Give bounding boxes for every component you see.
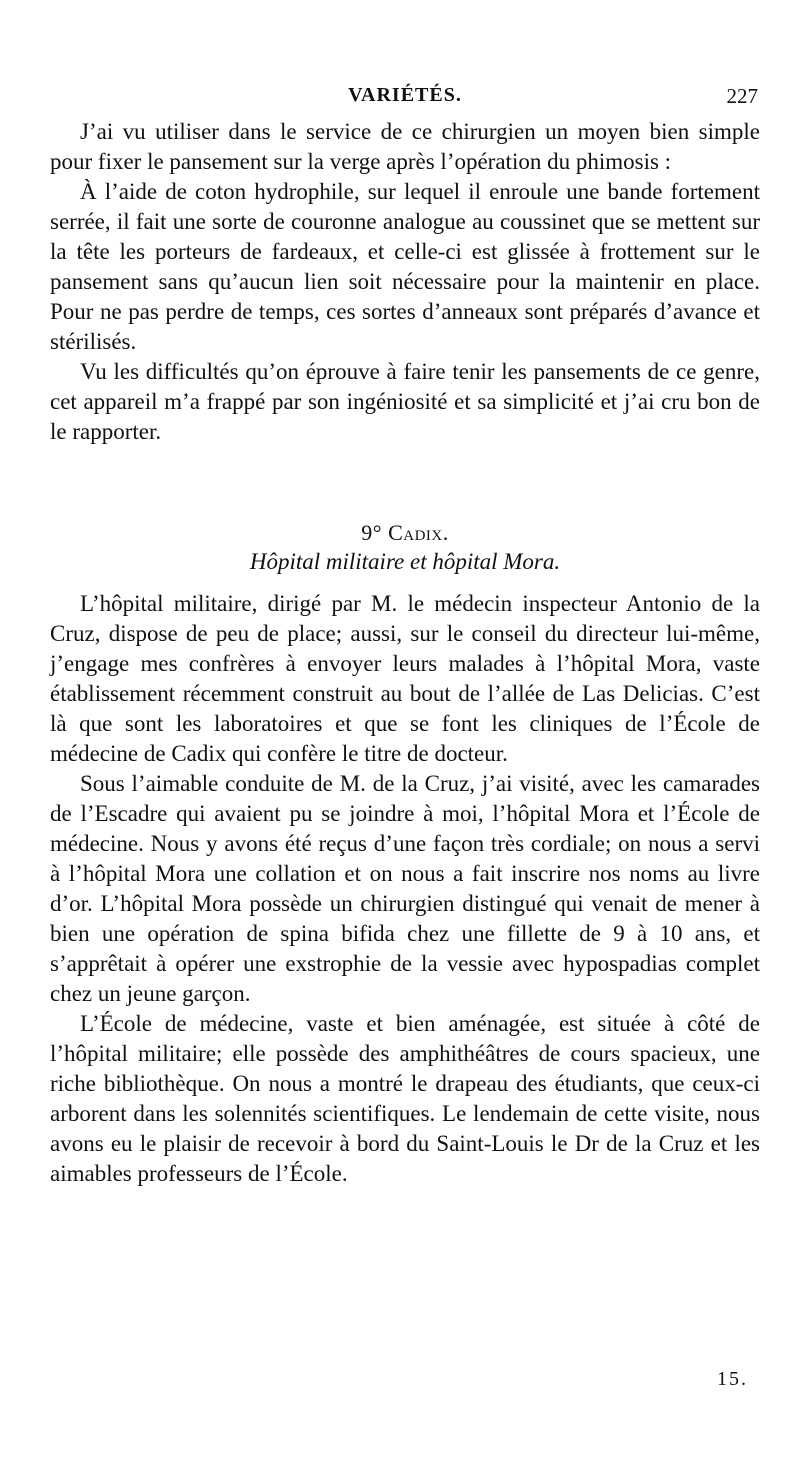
signature-mark: 15. xyxy=(717,1368,748,1390)
paragraph: J’ai vu utiliser dans le service de ce chirurgien un moyen bien simple pour fixer le pansement sur la verge après l’opération du phimosis : xyxy=(50,119,760,174)
paragraph: L’École de médecine, vaste et bien aménagée, est située à côté de l’hôpital militaire; elle possède des amphithéâtres de cours spacieux, une riche bibliothèque. On nous a montré le drapeau des étudiants, que ceux-ci arborent dans les solennités scientifiques. Le lendemain de cette visite, nous avons eu le plaisir de recevoir à bord du Saint-Louis le Dr de la Cruz et les aimables professeurs de l’École. xyxy=(50,1011,760,1186)
running-head: VARIÉTÉS. xyxy=(348,84,462,106)
document-page xyxy=(50,0,760,1467)
paragraph: Vu les difficultés qu’on éprouve à faire tenir les pansements de ce genre, cet appareil m’a frappé par son ingéniosité et sa simplicité et j’ai cru bon de le rapporter. xyxy=(50,359,760,444)
paragraph: L’hôpital militaire, dirigé par M. le médecin inspecteur Antonio de la Cruz, dispose de peu de place; aussi, sur le conseil du directeur lui-même, j’engage mes confrères à envoyer leurs malades à l’hôpital Mora, vaste établissement récemment construit au bout de l’allée de Las Delicias. C’est là que sont les laboratoires et que se font les cliniques de l’École de médecine de Cadix qui confère le titre de docteur. xyxy=(50,591,760,766)
paragraph: À l’aide de coton hydrophile, sur lequel il enroule une bande fortement serrée, il fait une sorte de couronne analogue au coussinet que se mettent sur la tête les porteurs de fardeaux, et celle-ci est glissée à frottement sur le pansement sans qu’aucun lien soit nécessaire pour la maintenir en place. Pour ne pas perdre de temps, ces sortes d’anneaux sont préparés d’avance et stérilisés. xyxy=(50,179,760,354)
section-number: 9° xyxy=(361,520,383,545)
page-header xyxy=(50,84,760,114)
section-title: Cadix. xyxy=(388,520,449,545)
paragraph: Sous l’aimable conduite de M. de la Cruz, j’ai visité, avec les camarades de l’Escadre qui avaient pu se joindre à moi, l’hôpital Mora et l’École de médecine. Nous y avons été reçus d’une façon très cordiale; on nous a servi à l’hôpital Mora une collation et on nous a fait inscrire nos noms au livre d’or. L’hôpital Mora possède un chirurgien distingué qui venait de mener à bien une opération de spina bifida chez une fillette de 9 à 10 ans, et s’apprêtait à opérer une exstrophie de la vessie avec hypospadias complet chez un jeune garçon. xyxy=(50,771,760,1006)
section-subtitle: Hôpital militaire et hôpital Mora. xyxy=(249,549,561,574)
body-text xyxy=(50,117,760,1189)
section-heading xyxy=(50,519,760,547)
page-number: 227 xyxy=(726,84,758,108)
